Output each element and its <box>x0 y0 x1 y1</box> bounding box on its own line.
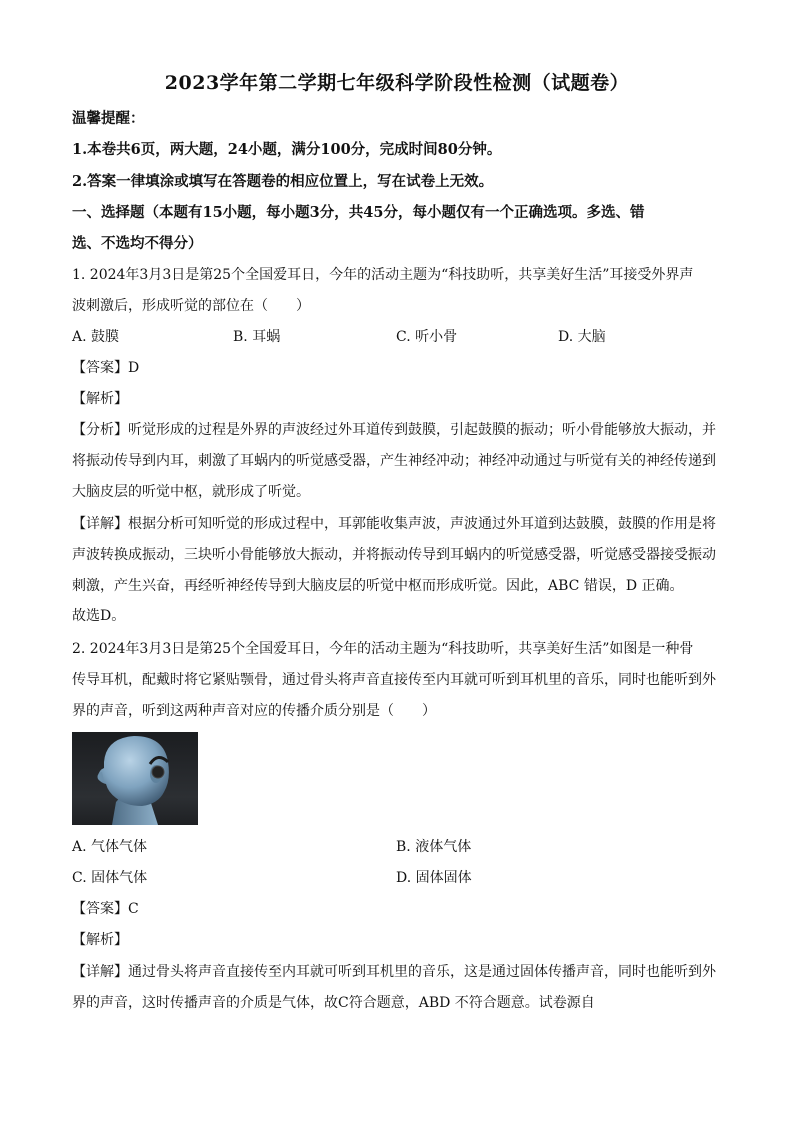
q2-stem-line-3: 界的声音，听到这两种声音对应的传播介质分别是（ ） <box>72 703 436 719</box>
q2-xiangjie-line-2: 界的声音，这时传播声音的介质是气体，故C符合题意，ABD 不符合题意。试卷源自 <box>72 995 595 1011</box>
q1-option-c: C. 听小骨 <box>396 329 458 345</box>
q1-xiangjie-line-3: 刺激，产生兴奋，再经听神经传导到大脑皮层的听觉中枢而形成听觉。因此，ABC 错误，D 正确。 <box>72 578 684 594</box>
notice-heading: 温馨提醒： <box>72 110 145 127</box>
q2-answer: 【答案】C <box>72 901 139 917</box>
bone-conduction-headphone-image <box>72 732 198 825</box>
section-heading-line-2: 选、不选均不得分） <box>72 235 203 252</box>
q2-stem-line-2: 传导耳机，配戴时将它紧贴颚骨，通过骨头将声音直接传至内耳就可听到耳机里的音乐，同时也能听到外 <box>72 672 716 688</box>
q1-option-a: A. 鼓膜 <box>72 329 120 345</box>
q1-option-d: D. 大脑 <box>558 329 606 345</box>
q1-xiangjie-line-2: 声波转换成振动，三块听小骨能够放大振动，并将振动传导到耳蜗内的听觉感受器，听觉感受器接受振动 <box>72 547 716 563</box>
q1-analysis-label: 【解析】 <box>72 391 128 407</box>
notice-item-2: 2.答案一律填涂或填写在答题卷的相应位置上，写在试卷上无效。 <box>72 173 494 190</box>
page-title: 2023学年第二学期七年级科学阶段性检测（试题卷） <box>164 72 630 94</box>
q1-xiangjie-line-1: 【详解】根据分析可知听觉的形成过程中，耳郭能收集声波，声波通过外耳道到达鼓膜，鼓膜的作用是将 <box>72 516 716 532</box>
q1-option-b: B. 耳蜗 <box>233 329 281 345</box>
q1-fenxi-line-1: 【分析】听觉形成的过程是外界的声波经过外耳道传到鼓膜，引起鼓膜的振动；听小骨能够放大振动，并 <box>72 422 716 438</box>
q2-analysis-label: 【解析】 <box>72 932 128 948</box>
head-with-earphone-illustration <box>72 732 198 825</box>
q2-option-a: A. 气体气体 <box>72 839 148 855</box>
q1-stem-line-2: 波刺激后，形成听觉的部位在（ ） <box>72 298 310 314</box>
q2-stem-line-1: 2. 2024年3月3日是第25个全国爱耳日，今年的活动主题为“科技助听，共享美好生活”如图是一种骨 <box>72 641 694 657</box>
q1-fenxi-line-3: 大脑皮层的听觉中枢，就形成了听觉。 <box>72 484 310 500</box>
section-heading-line-1: 一、选择题（本题有15小题，每小题3分，共45分，每小题仅有一个正确选项。多选、错 <box>72 204 645 221</box>
q1-stem-line-1: 1. 2024年3月3日是第25个全国爱耳日，今年的活动主题为“科技助听，共享美好生活”耳接受外界声 <box>72 267 694 283</box>
q1-fenxi-line-2: 将振动传导到内耳，刺激了耳蜗内的听觉感受器，产生神经冲动；神经冲动通过与听觉有关的神经传递到 <box>72 453 716 469</box>
q2-option-d: D. 固体固体 <box>396 870 472 886</box>
q2-option-c: C. 固体气体 <box>72 870 148 886</box>
q2-option-b: B. 液体气体 <box>396 839 472 855</box>
q1-conclusion: 故选D。 <box>72 608 126 624</box>
notice-item-1: 1.本卷共6页，两大题，24小题，满分100分，完成时间80分钟。 <box>72 141 502 158</box>
q2-xiangjie-line-1: 【详解】通过骨头将声音直接传至内耳就可听到耳机里的音乐，这是通过固体传播声音，同时也能听到外 <box>72 964 716 980</box>
q1-answer: 【答案】D <box>72 360 140 376</box>
